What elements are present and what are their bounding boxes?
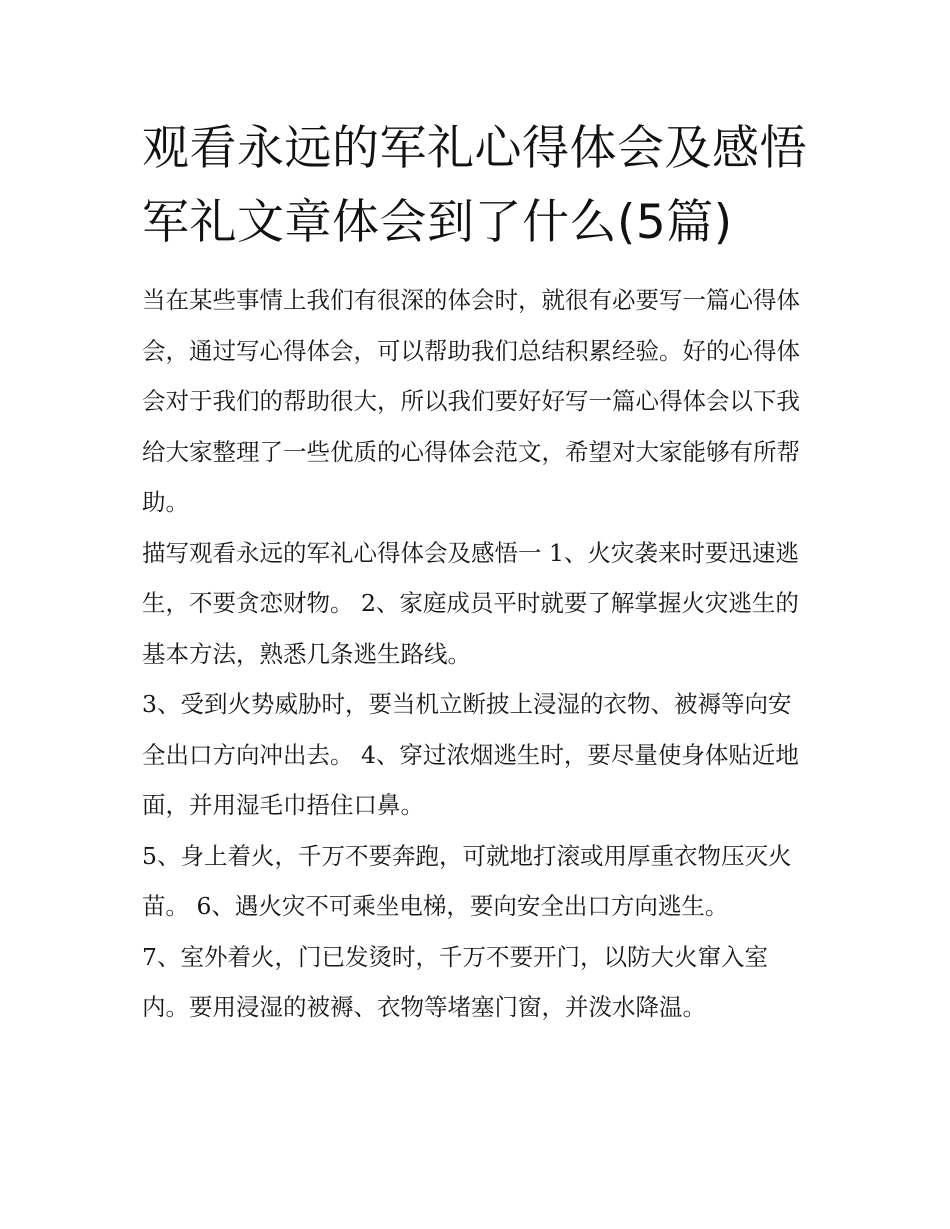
paragraph-tips-1-2: 描写观看永远的军礼心得体会及感悟一 1、火灾袭来时要迅速逃生，不要贪恋财物。 2、家庭成员平时就要了解掌握火灾逃生的基本方法，熟悉几条逃生路线。 bbox=[142, 538, 799, 668]
paragraph-tips-5-6: 5、身上着火，千万不要奔跑，可就地打滚或用厚重衣物压灭火苗。 6、遇火灾不可乘坐电梯，要向安全出口方向逃生。 bbox=[142, 841, 792, 920]
intro-paragraph: 当在某些事情上我们有很深的体会时，就很有必要写一篇心得体会，通过写心得体会，可以帮助我们总结积累经验。好的心得体会对于我们的帮助很大，所以我们要好好写一篇心得体会以下我给大家整理了一些优质的心得体会范文，希望对大家能够有所帮助。 bbox=[142, 286, 800, 516]
paragraph-tip-7: 7、室外着火，门已发烫时，千万不要开门，以防大火窜入室内。要用浸湿的被褥、衣物等堵塞门窗，并泼水降温。 bbox=[142, 942, 768, 1021]
document-title: 观看永远的军礼心得体会及感悟 军礼文章体会到了什么(5篇) bbox=[142, 121, 807, 250]
paragraph-tips-3-4: 3、受到火势威胁时，要当机立断披上浸湿的衣物、被褥等向安全出口方向冲出去。 4、穿过浓烟逃生时，要尽量使身体贴近地面，并用湿毛巾捂住口鼻。 bbox=[142, 690, 799, 819]
document-content bbox=[142, 112, 814, 1033]
document-body bbox=[142, 275, 814, 1033]
